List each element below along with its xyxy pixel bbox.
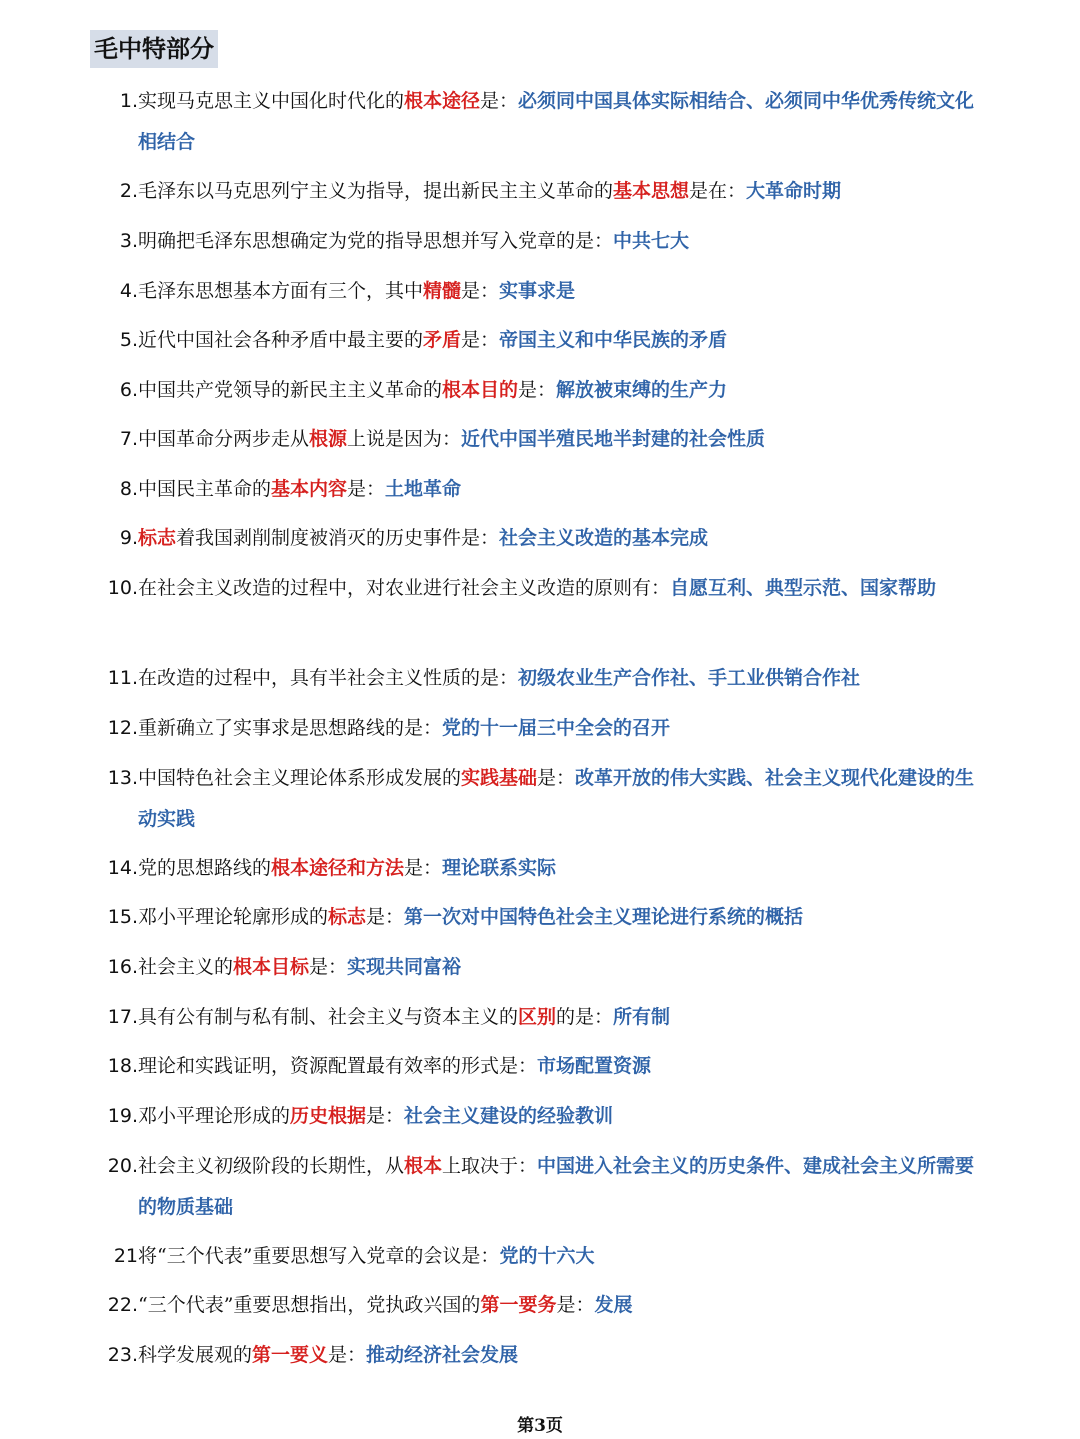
qa-item-text [138,221,982,262]
qa-answer: 党的十一届三中全会的召开 [442,717,671,739]
qa-answer: 发展 [594,1294,633,1316]
qa-item-number: 9. [119,527,138,549]
qa-answer: 理论联系实际 [442,857,557,879]
qa-item-body [138,708,982,749]
qa-item-body [138,271,982,312]
qa-question-text: 是： [556,1294,595,1316]
qa-item-text [138,997,982,1038]
qa-item [92,1096,982,1137]
section-title: 毛中特部分 [90,30,218,68]
qa-answer: 大革命时期 [746,180,842,202]
qa-item-body [138,419,982,460]
qa-question-text: 中国民主革命的 [138,478,272,500]
qa-keyword: 基本思想 [613,180,690,202]
qa-item-body [138,658,982,699]
qa-question-text: 是： [309,956,348,978]
qa-item [92,171,982,212]
qa-item-body [138,370,982,411]
qa-question-text: 是： [404,857,443,879]
qa-item-number: 12. [107,717,138,739]
qa-item [92,320,982,361]
qa-item-number: 11. [107,667,138,689]
qa-item-number: 6. [119,379,138,401]
qa-item-number: 16. [107,956,138,978]
qa-question-text: 将“三个代表”重要思想写入党章的会议是： [138,1245,500,1267]
qa-answer: 推动经济社会发展 [366,1344,519,1366]
qa-keyword: 实践基础 [461,767,538,789]
qa-question-text: 社会主义初级阶段的长期性，从 [138,1155,405,1177]
qa-keyword: 矛盾 [423,329,462,351]
qa-answer: 党的十六大 [499,1245,595,1267]
qa-question-text: 毛泽东思想基本方面有三个，其中 [138,280,424,302]
qa-item-text [138,81,982,163]
qa-keyword: 根源 [309,428,348,450]
qa-question-text: 是： [537,767,576,789]
qa-item-body [138,848,982,889]
qa-answer: 社会主义改造的基本完成 [499,527,709,549]
qa-item-text [138,518,982,559]
qa-item-body [138,81,982,163]
qa-answer: 改革开放的伟大实践、社会主义现代化建设的生动实践 [138,767,975,830]
qa-item [92,271,982,312]
qa-question-text: 中国共产党领导的新民主主义革命的 [138,379,443,401]
qa-item-text [138,1146,982,1228]
qa-question-text: 是： [366,1105,405,1127]
qa-item-body [138,947,982,988]
qa-answer: 第一次对中国特色社会主义理论进行系统的概括 [404,906,804,928]
qa-question-text: “三个代表”重要思想指出，党执政兴国的 [138,1294,481,1316]
qa-item [92,658,982,699]
qa-item-text [138,469,982,510]
qa-answer: 自愿互利、典型示范、国家帮助 [670,577,937,599]
qa-item [92,419,982,460]
qa-item-number: 1. [119,90,138,112]
qa-answer: 实事求是 [499,280,576,302]
qa-item-number: 18. [107,1055,138,1077]
qa-item [92,81,982,163]
qa-question-text: 是： [366,906,405,928]
qa-item-body [138,1146,982,1228]
qa-item-number: 2. [119,180,138,202]
qa-item-text [138,1096,982,1137]
qa-question-text: 近代中国社会各种矛盾中最主要的 [138,329,424,351]
qa-item [92,758,982,840]
qa-question-text: 毛泽东以马克思列宁主义为指导，提出新民主主义革命的 [138,180,614,202]
qa-item-text [138,568,982,609]
qa-keyword: 标志 [138,527,177,549]
qa-item-number: 5. [119,329,138,351]
qa-item-body [138,1285,982,1326]
qa-item-body [138,1335,982,1376]
qa-item-text [138,947,982,988]
qa-item-body [138,469,982,510]
qa-item [92,1285,982,1326]
qa-question-text: 是： [347,478,386,500]
qa-item [92,848,982,889]
qa-item-number: 3. [119,230,138,252]
qa-item-number: 8. [119,478,138,500]
qa-question-text: 明确把毛泽东思想确定为党的指导思想并写入党章的是： [138,230,614,252]
qa-item-number: 4. [119,280,138,302]
qa-item-text [138,658,982,699]
qa-item-text [138,848,982,889]
qa-question-text: 上说是因为： [347,428,462,450]
qa-item-body [138,758,982,840]
qa-item-body [138,568,982,609]
qa-item-text [138,171,982,212]
qa-item-body [138,518,982,559]
qa-answer: 实现共同富裕 [347,956,462,978]
qa-answer: 中共七大 [613,230,690,252]
qa-item-body [138,997,982,1038]
qa-question-text: 是： [461,329,500,351]
qa-item-body [138,320,982,361]
qa-item-number: 22. [107,1294,138,1316]
qa-item [92,469,982,510]
qa-question-text: 中国特色社会主义理论体系形成发展的 [138,767,462,789]
qa-item-body [138,897,982,938]
qa-item-text [138,708,982,749]
qa-item-text [138,320,982,361]
qa-keyword: 根本途径 [404,90,481,112]
qa-question-text: 是： [480,90,519,112]
qa-answer: 社会主义建设的经验教训 [404,1105,614,1127]
qa-keyword: 历史根据 [290,1105,367,1127]
qa-question-text: 社会主义的 [138,956,234,978]
qa-question-text: 具有公有制与私有制、社会主义与资本主义的 [138,1006,519,1028]
qa-question-text: 党的思想路线的 [138,857,272,879]
qa-item-number: 21 [113,1245,138,1267]
qa-item [92,1236,982,1277]
qa-item [92,518,982,559]
qa-item [92,947,982,988]
qa-item-number: 7. [119,428,138,450]
qa-item-number: 19. [107,1105,138,1127]
qa-item-number: 15. [107,906,138,928]
qa-keyword: 根本途径和方法 [271,857,405,879]
qa-question-text: 着我国剥削制度被消灭的历史事件是： [176,527,500,549]
qa-answer: 所有制 [613,1006,671,1028]
qa-item [92,568,982,609]
qa-keyword: 精髓 [423,280,462,302]
qa-item-body [138,1046,982,1087]
qa-item-text [138,1236,982,1277]
qa-keyword: 第一要务 [480,1294,557,1316]
qa-item-number: 13. [107,767,138,789]
qa-item-body [138,171,982,212]
qa-item-text [138,897,982,938]
qa-item [92,221,982,262]
qa-item-number: 14. [107,857,138,879]
qa-question-text: 实现马克思主义中国化时代化的 [138,90,405,112]
qa-question-text: 上取决于： [442,1155,538,1177]
qa-answer: 土地革命 [385,478,462,500]
qa-item-body [138,221,982,262]
qa-item [92,997,982,1038]
qa-item-number: 10. [107,577,138,599]
qa-item-body [138,1096,982,1137]
qa-item [92,708,982,749]
qa-question-text: 在改造的过程中，具有半社会主义性质的是： [138,667,519,689]
qa-question-text: 是： [328,1344,367,1366]
qa-item-text [138,370,982,411]
qa-question-text: 的是： [556,1006,614,1028]
qa-item-text [138,1335,982,1376]
qa-keyword: 根本目的 [442,379,519,401]
qa-question-text: 科学发展观的 [138,1344,253,1366]
qa-keyword: 根本目标 [233,956,310,978]
qa-item-text [138,1285,982,1326]
qa-answer: 必须同中国具体实际相结合、必须同中华优秀传统文化相结合 [138,90,975,153]
qa-keyword: 根本 [404,1155,443,1177]
qa-question-text: 中国革命分两步走从 [138,428,310,450]
qa-question-text: 理论和实践证明，资源配置最有效率的形式是： [138,1055,538,1077]
qa-item-number: 23. [107,1344,138,1366]
qa-item-text [138,1046,982,1087]
qa-question-text: 在社会主义改造的过程中，对农业进行社会主义改造的原则有： [138,577,671,599]
qa-question-text: 是在： [689,180,747,202]
qa-answer: 近代中国半殖民地半封建的社会性质 [461,428,766,450]
qa-question-text: 重新确立了实事求是思想路线的是： [138,717,443,739]
qa-question-text: 邓小平理论轮廓形成的 [138,906,329,928]
qa-keyword: 第一要义 [252,1344,329,1366]
qa-item [92,1335,982,1376]
qa-answer: 中国进入社会主义的历史条件、建成社会主义所需要的物质基础 [138,1155,975,1218]
qa-item-number: 17. [107,1006,138,1028]
qa-answer: 帝国主义和中华民族的矛盾 [499,329,728,351]
qa-item-body [138,1236,982,1277]
qa-item [92,1046,982,1087]
qa-answer: 解放被束缚的生产力 [556,379,728,401]
qa-keyword: 基本内容 [271,478,348,500]
qa-answer: 初级农业生产合作社、手工业供销合作社 [518,667,861,689]
qa-item-text [138,758,982,840]
qa-question-text: 邓小平理论形成的 [138,1105,291,1127]
qa-keyword: 标志 [328,906,367,928]
qa-keyword: 区别 [518,1006,557,1028]
qa-item-number: 20. [107,1155,138,1177]
qa-question-text: 是： [461,280,500,302]
qa-item-text [138,419,982,460]
qa-question-text: 是： [518,379,557,401]
qa-item [92,897,982,938]
qa-item-text [138,271,982,312]
qa-item [92,1146,982,1228]
qa-answer: 市场配置资源 [537,1055,652,1077]
qa-item [92,370,982,411]
page-number: 第3页 [517,1416,563,1436]
